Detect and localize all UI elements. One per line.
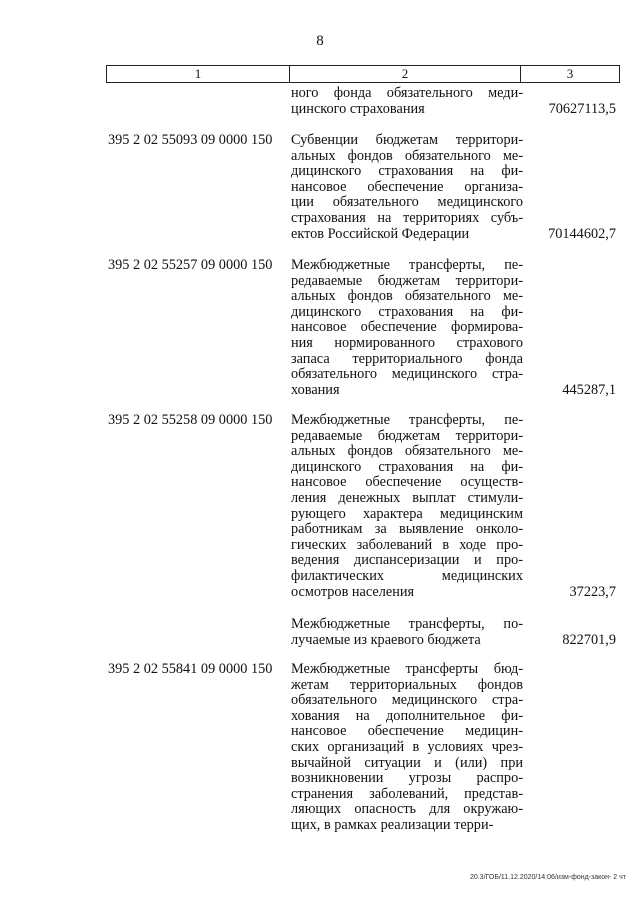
- description-line: филактических медицинских: [291, 567, 523, 584]
- description-line: дицинского страхования на фи-: [291, 303, 523, 320]
- row-amount: 37223,7: [569, 583, 616, 600]
- column-header-2: 2: [290, 66, 521, 82]
- description-line: ного фонда обязательного меди-: [291, 85, 523, 101]
- row-amount: 822701,9: [562, 631, 616, 648]
- description-line: щих, в рамках реализации терри-: [291, 816, 494, 833]
- description-line: запаса территориального фонда: [291, 350, 523, 367]
- row-description: [291, 413, 523, 600]
- description-line: страхования на территориях субъ-: [291, 209, 523, 226]
- description-line: Межбюджетные трансферты, пе-: [291, 412, 523, 428]
- row-description: [291, 258, 523, 398]
- description-line: лучаемые из краевого бюджета: [291, 631, 481, 648]
- row-description: [291, 86, 523, 117]
- description-line: нансовое обеспечение организа-: [291, 178, 523, 195]
- description-line: ведения диспансеризации и про-: [291, 552, 523, 569]
- description-line: обязательного медицинского стра-: [291, 366, 523, 383]
- row-amount: 70627113,5: [548, 100, 616, 117]
- description-line: жетам территориальных фондов: [291, 676, 523, 693]
- description-line: обязательного медицинского стра-: [291, 692, 523, 709]
- description-line: дицинского страхования на фи-: [291, 458, 523, 475]
- row-code: 395 2 02 55093 09 0000 150: [108, 132, 273, 148]
- description-line: хования: [291, 381, 340, 398]
- description-line: дицинского страхования на фи-: [291, 163, 523, 180]
- description-line: гических заболеваний в ходе про-: [291, 536, 523, 553]
- description-line: Межбюджетные трансферты, пе-: [291, 257, 523, 273]
- description-line: хования на дополнительное фи-: [291, 707, 523, 724]
- description-line: ления денежных выплат стимули-: [291, 489, 523, 506]
- description-line: нансовое обеспечение формирова-: [291, 319, 523, 336]
- row-description: [291, 133, 523, 242]
- description-line: цинского страхования: [291, 100, 425, 117]
- page-number: 8: [316, 33, 324, 49]
- row-code: 395 2 02 55258 09 0000 150: [108, 412, 273, 428]
- description-line: работникам за выявление онколо-: [291, 521, 523, 538]
- description-line: нансовое обеспечение осуществ-: [291, 474, 523, 491]
- row-amount: 70144602,7: [548, 225, 616, 242]
- description-line: возникновении угрозы распро-: [291, 770, 523, 787]
- description-line: редаваемые бюджетам территори-: [291, 272, 523, 289]
- description-line: альных фондов обязательного ме-: [291, 288, 523, 305]
- description-line: ских организаций в условиях чрез-: [291, 738, 523, 755]
- description-line: осмотров населения: [291, 583, 415, 600]
- description-line: ляющих опасность для окружаю-: [291, 801, 523, 818]
- description-line: вычайной ситуации и (или) при: [291, 754, 523, 771]
- column-header-3: 3: [566, 66, 574, 81]
- description-line: ции обязательного медицинского: [291, 194, 523, 211]
- description-line: альных фондов обязательного ме-: [291, 147, 523, 164]
- description-line: нансовое обеспечение медицин-: [291, 723, 523, 740]
- row-code: 395 2 02 55257 09 0000 150: [108, 257, 273, 273]
- row-description: [291, 617, 523, 648]
- table-header: [106, 65, 620, 83]
- description-line: альных фондов обязательного ме-: [291, 443, 523, 460]
- description-line: Межбюджетные трансферты бюд-: [291, 661, 523, 677]
- row-code: 395 2 02 55841 09 0000 150: [108, 661, 273, 677]
- description-line: ния нормированного страхового: [291, 334, 523, 351]
- description-line: странения заболеваний, представ-: [291, 785, 523, 802]
- column-header-1: 1: [107, 66, 290, 82]
- description-line: рующего характера медицинским: [291, 505, 523, 522]
- description-line: Межбюджетные трансферты, по-: [291, 616, 523, 632]
- description-line: Субвенции бюджетам территори-: [291, 132, 523, 148]
- footer-reference: 20.3/ГОБ/11.12.2020/14:06/изм-фонд-закон- 2 чт: [469, 874, 626, 881]
- row-description: [291, 662, 523, 834]
- row-amount: 445287,1: [562, 381, 616, 398]
- description-line: редаваемые бюджетам территори-: [291, 427, 523, 444]
- description-line: ектов Российской Федерации: [291, 225, 470, 242]
